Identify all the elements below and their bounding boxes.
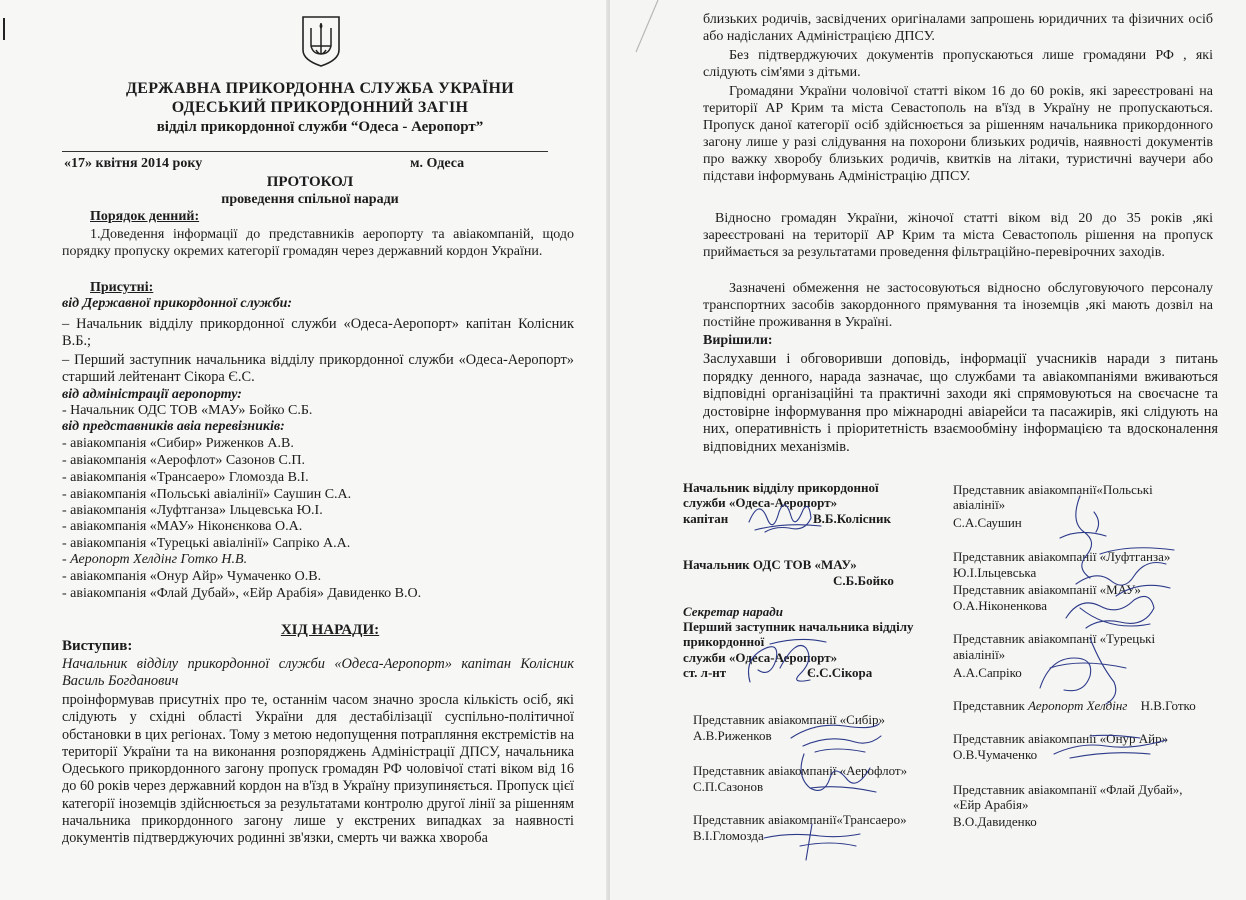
agenda-text: 1.Доведення інформації до представників аеропорту та авіакомпаній, щодо порядку пропуску окремих категорії громадян через державний кордон України. bbox=[62, 227, 574, 259]
signatory-name: А.А.Сапріко bbox=[953, 665, 1022, 680]
continuation-paragraph: Зазначені обмеження не застосовуються відносно обслуговуючого персоналу транспортних засобів закордонного прямування та іноземців ,які мають дозвіл на постійне проживання в Україні. bbox=[703, 281, 1213, 330]
signatory-rank: капітан bbox=[683, 511, 729, 526]
org-name-line3: відділ прикордонної служби “Одеса - Аеропорт” bbox=[156, 119, 484, 135]
carrier-list-item: - авіакомпанія «Трансаеро» Гломозда В.І. bbox=[62, 470, 309, 485]
signatory-title: Представник авіакомпанії«Польські bbox=[953, 482, 1153, 497]
attendees-heading: Присутні: bbox=[90, 280, 154, 295]
signatory-title: Представник авіакомпанії «Аерофлот» bbox=[693, 763, 908, 778]
signatory-title: Представник авіакомпанії «Луфтганза» bbox=[953, 549, 1171, 564]
signatory-title: Представник авіакомпанії «Онур Айр» bbox=[953, 731, 1169, 746]
trident-emblem-icon bbox=[300, 14, 342, 68]
signature-sikora bbox=[740, 630, 830, 690]
signatory-title: авіалінії» bbox=[953, 497, 1006, 512]
signatory-title: Представник авіакомпанії «МАУ» bbox=[953, 582, 1141, 597]
carrier-list-item: - авіакомпанія «Турецькі авіалінії» Сапріко А.А. bbox=[62, 536, 351, 551]
signatory-name: С.П.Сазонов bbox=[693, 779, 764, 794]
page-crease-mark bbox=[630, 0, 670, 60]
header-divider bbox=[62, 151, 548, 152]
signatory-name: О.В.Чумаченко bbox=[953, 747, 1038, 762]
speaker-name: Начальник відділу прикордонної служби «Одеса-Аеропорт» капітан Колісник Василь Богданович bbox=[62, 656, 574, 689]
carrier-list-item: - авіакомпанія «Онур Айр» Чумаченко О.В. bbox=[62, 569, 322, 584]
signatory-title: Представник авіакомпанії«Трансаеро» bbox=[693, 812, 907, 827]
signatory-title: «Ейр Арабія» bbox=[953, 797, 1029, 812]
carrier-list-item: - Аеропорт Хелдінг Готко Н.В. bbox=[62, 552, 248, 567]
signatory-rank: ст. л-нт bbox=[683, 665, 727, 680]
signature-chumachenko bbox=[1050, 728, 1170, 768]
speaker-heading: Виступив: bbox=[62, 638, 133, 654]
carrier-list-item: - авіакомпанія «МАУ» Ніконєнкова О.А. bbox=[62, 519, 303, 534]
signature-sazonov bbox=[790, 748, 880, 800]
signatory-name: С.Б.Бойко bbox=[833, 573, 894, 588]
airport-heading: від адміністрації аеропорту: bbox=[62, 387, 242, 402]
resolution-text: Заслухавши і обговоривши доповідь, інформації учасників наради з питань порядку денного, нарада зазначає, що службами та авіакомпаніями вживаються відповідні організаційні та практичні заходи які спрямовуються на своєчасне та достовірне інформування про міжнародні авіарейси та пасажирів, які слідують на них, оперативність і пріоритетність взаємообміну інформацією та вдосконалення відповідних механізмів. bbox=[703, 351, 1218, 455]
signature-sapriko bbox=[1030, 628, 1130, 708]
signatory-name: О.А.Ніконенкова bbox=[953, 598, 1048, 613]
org-name-line1: ДЕРЖАВНА ПРИКОРДОННА СЛУЖБА УКРАЇНИ bbox=[125, 80, 514, 97]
carriers-heading: від представників авіа перевізників: bbox=[62, 419, 285, 434]
signatory-name: Ю.І.Ільцевська bbox=[953, 565, 1037, 580]
border-service-heading: від Державної прикордонної служби: bbox=[62, 296, 293, 311]
signatory-name: Н.В.Готко bbox=[1140, 698, 1196, 713]
signature-kolisnyk bbox=[745, 492, 825, 542]
signatory-title: Начальник відділу прикордонної bbox=[683, 480, 879, 495]
signatory-title: служби «Одеса-Аеропорт» bbox=[683, 650, 838, 665]
signatory-name: В.Б.Колісник bbox=[813, 511, 892, 526]
signatory-name: В.І.Гломозда bbox=[693, 828, 764, 843]
proceedings-heading: ХІД НАРАДИ: bbox=[280, 622, 380, 638]
left-page bbox=[0, 0, 610, 900]
attendee-boiko: - Начальник ОДС ТОВ «МАУ» Бойко С.Б. bbox=[62, 403, 313, 418]
right-page bbox=[610, 0, 1246, 900]
carrier-list-item: - авіакомпанія «Сибир» Риженков А.В. bbox=[62, 436, 294, 451]
signatory-org: Аеропорт Хелдінг bbox=[1028, 698, 1128, 713]
carrier-list-item: - авіакомпанія «Флай Дубай», «Ейр Арабія» Давиденко В.О. bbox=[62, 586, 422, 601]
attendee-sikora: – Перший заступник начальника відділу прикордонної служби «Одеса-Аеропорт» старший лейтенант Сікора Є.С. bbox=[62, 352, 574, 385]
org-name-line2: ОДЕСЬКИЙ ПРИКОРДОННИЙ ЗАГІН bbox=[171, 99, 469, 116]
signatory-title: Представник авіакомпанії «Турецькі bbox=[953, 631, 1156, 646]
protocol-date: «17» квітня 2014 року bbox=[64, 156, 203, 171]
signatory-name: А.В.Риженков bbox=[693, 728, 772, 743]
carrier-list-item: - авіакомпанія «Луфтганза» Ільцевська Ю.І. bbox=[62, 503, 323, 518]
signatory-name: Є.С.Сікора bbox=[807, 665, 873, 680]
scan-edge-mark bbox=[3, 18, 5, 40]
continuation-paragraph: близьких родичів, засвідчених оригіналами запрошень юридичних та фізичних осіб або надісланих Адміністрацією ДПСУ. bbox=[703, 12, 1213, 44]
signatory-role: Секретар наради bbox=[683, 604, 783, 619]
signatory-title: Перший заступник начальника відділу bbox=[683, 619, 914, 634]
signatory-title: Представник авіакомпанії «Сибір» bbox=[693, 712, 886, 727]
agenda-heading: Порядок денний: bbox=[90, 209, 200, 224]
signatory-name: В.О.Давиденко bbox=[953, 814, 1037, 829]
continuation-paragraph: Громадяни України чоловічої статті віком 16 до 60 років, які зареєстровані на території АР Крим та міста Севастополь на в'їзд в Україну не пропускаються. Пропуск даної категорії осіб здійснюється за рішенням начальника прикордонного загону лише у разі слідування на похорони близьких родичів, наявності документів про важку хворобу близьких родичів, квитків на літаки, туристичні ваучери або підстави інформувань Адміністрацію ДПСУ. bbox=[703, 84, 1213, 184]
document-subtitle: проведення спільної наради bbox=[221, 192, 399, 207]
document-title: ПРОТОКОЛ bbox=[266, 174, 354, 190]
signatory-title-label: Представник bbox=[953, 698, 1025, 713]
signatory-title: авіалінії» bbox=[953, 647, 1006, 662]
continuation-paragraph: Без підтверджуючих документів пропускаються лише громадяни РФ , які слідують сім'ями з дітьми. bbox=[703, 48, 1213, 80]
resolved-heading: Вирішили: bbox=[703, 333, 773, 348]
speech-text: проінформував присутніх про те, останнім часом значно зросла кількість осіб, які слідують у східні області України для дестабілізації суспільно-політичної обстановки в цих регіонах. Тому з метою недопущення потрапляння екстремістів на території України та на виконання розпоряджень Адміністрації ДПСУ, начальника Одеського прикордонного загону пропуск громадян РФ чоловічої статі віком від 16 до 60 років через державний кордон на в'їзд в Україну призупиняється. Пропуск цієї категорії іноземців здійснюється за результатами контролю другої лінії за рішенням начальника прикордонного загону лише у екстрених випадках за наявності документів підтверджуючих родинні зв'язки, смерть чи важка хвороба bbox=[62, 692, 574, 847]
attendee-kolisnyk: – Начальник відділу прикордонної служби «Одеса-Аеропорт» капітан Колісник В.Б.; bbox=[62, 316, 574, 349]
signatory-title: прикордонної bbox=[683, 634, 765, 649]
signatory-name: С.А.Саушин bbox=[953, 515, 1022, 530]
signatory-title: Представник авіакомпанії «Флай Дубай», bbox=[953, 782, 1183, 797]
signatory-title: служби «Одеса-Аеропорт» bbox=[683, 495, 838, 510]
carrier-list-item: - авіакомпанія «Польські авіалінії» Саушин С.А. bbox=[62, 487, 352, 502]
signature-glomozda bbox=[760, 818, 870, 862]
protocol-city: м. Одеса bbox=[410, 156, 465, 171]
continuation-paragraph: Відносно громадян України, жіночої статті віком від 20 до 35 років ,які зареєстровані на території АР Крим та міста Севастополь рішення на пропуск приймається за результатами проведення фільтраційно-перевірочних заходів. bbox=[703, 211, 1213, 260]
carrier-list-item: - авіакомпанія «Аерофлот» Сазонов С.П. bbox=[62, 453, 305, 468]
signatory-title: Начальник ОДС ТОВ «МАУ» bbox=[683, 557, 857, 572]
